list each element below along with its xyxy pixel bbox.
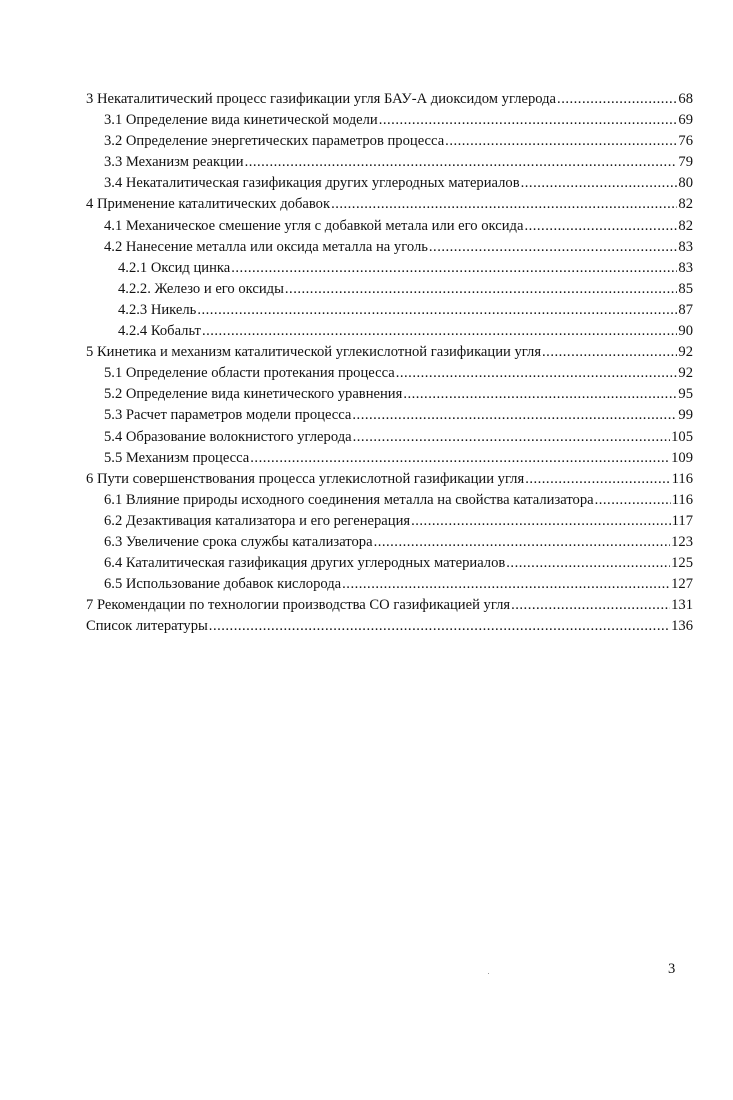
toc-entry-page: 95 <box>678 386 693 403</box>
toc-entry <box>86 89 693 110</box>
toc-leader-dots <box>521 173 678 194</box>
toc-entry-page: 125 <box>671 555 693 572</box>
toc-entry-page: 105 <box>671 428 693 445</box>
toc-entry-page: 99 <box>678 407 693 424</box>
toc-entry <box>86 405 693 426</box>
toc-entry <box>86 110 693 131</box>
toc-entry-page: 82 <box>678 217 693 234</box>
toc-leader-dots <box>511 595 670 616</box>
toc-entry-title: 6.3 Увеличение срока службы катализатора <box>104 533 373 550</box>
toc-entry <box>86 595 693 616</box>
toc-entry <box>86 384 693 405</box>
toc-entry <box>86 448 693 469</box>
toc-leader-dots <box>557 89 677 110</box>
toc-leader-dots <box>595 490 671 511</box>
toc-entry <box>86 342 693 363</box>
toc-entry-page: 136 <box>671 618 693 635</box>
toc-entry <box>86 194 693 215</box>
toc-entry-page: 83 <box>678 259 693 276</box>
toc-leader-dots <box>429 237 678 258</box>
toc-entry <box>86 363 693 384</box>
toc-leader-dots <box>396 363 678 384</box>
toc-entry-title: 5.3 Расчет параметров модели процесса <box>104 407 352 424</box>
toc-entry-page: 116 <box>671 470 693 487</box>
toc-entry <box>86 574 693 595</box>
toc-leader-dots <box>250 448 670 469</box>
toc-entry-title: Список литературы <box>86 618 208 635</box>
toc-entry-title: 3.3 Механизм реакции <box>104 154 244 171</box>
toc-entry <box>86 321 693 342</box>
toc-entry-title: 3.2 Определение энергетических параметров процесса <box>104 133 445 150</box>
toc-entry-title: 4.2.1 Оксид цинка <box>118 259 231 276</box>
toc-leader-dots <box>542 342 677 363</box>
toc-entry-page: 80 <box>678 175 693 192</box>
toc-entry-title: 7 Рекомендации по технологии производства СО газификацией угля <box>86 597 511 614</box>
toc-entry-title: 6.4 Каталитическая газификация других углеродных материалов <box>104 555 506 572</box>
toc-leader-dots <box>445 131 677 152</box>
toc-entry-page: 82 <box>678 196 693 213</box>
toc-leader-dots <box>506 553 670 574</box>
toc-entry-page: 76 <box>678 133 693 150</box>
toc-entry-page: 127 <box>671 576 693 593</box>
toc-entry-title: 6.2 Дезактивация катализатора и его регенерация <box>104 512 411 529</box>
toc-leader-dots <box>403 384 677 405</box>
toc-leader-dots <box>231 258 677 279</box>
table-of-contents <box>86 89 693 637</box>
toc-leader-dots <box>331 194 677 215</box>
toc-entry <box>86 469 693 490</box>
toc-entry-title: 4 Применение каталитических добавок <box>86 196 331 213</box>
toc-entry-title: 3.1 Определение вида кинетической модели <box>104 112 378 129</box>
toc-entry-title: 4.2.4 Кобальт <box>118 323 201 340</box>
toc-leader-dots <box>379 110 678 131</box>
toc-leader-dots <box>411 511 671 532</box>
toc-entry-title: 3.4 Некаталитическая газификация других углеродных материалов <box>104 175 520 192</box>
toc-entry <box>86 152 693 173</box>
toc-entry-title: 5 Кинетика и механизм каталитической углекислотной газификации угля <box>86 344 542 361</box>
toc-entry <box>86 216 693 237</box>
toc-entry-page: 131 <box>671 597 693 614</box>
toc-entry <box>86 258 693 279</box>
toc-leader-dots <box>353 427 670 448</box>
toc-entry <box>86 616 693 637</box>
toc-entry <box>86 237 693 258</box>
toc-leader-dots <box>245 152 678 173</box>
toc-entry-title: 6 Пути совершенствования процесса углекислотной газификации угля <box>86 470 525 487</box>
toc-entry-title: 4.2.3 Никель <box>118 301 197 318</box>
toc-entry <box>86 300 693 321</box>
scan-speck <box>488 973 489 974</box>
toc-leader-dots <box>285 279 678 300</box>
toc-leader-dots <box>209 616 670 637</box>
toc-leader-dots <box>525 469 670 490</box>
toc-entry <box>86 279 693 300</box>
toc-entry-page: 68 <box>678 91 693 107</box>
page-number: 3 <box>668 961 676 977</box>
toc-leader-dots <box>342 574 670 595</box>
toc-entry-page: 90 <box>678 323 693 340</box>
toc-entry-title: 5.4 Образование волокнистого углерода <box>104 428 352 445</box>
toc-entry <box>86 173 693 194</box>
toc-leader-dots <box>202 321 677 342</box>
toc-entry <box>86 427 693 448</box>
toc-entry-page: 85 <box>678 280 693 297</box>
toc-entry-page: 123 <box>671 533 693 550</box>
toc-leader-dots <box>197 300 677 321</box>
toc-entry-page: 79 <box>678 154 693 171</box>
toc-entry-page: 87 <box>678 301 693 318</box>
toc-entry-page: 116 <box>671 491 693 508</box>
toc-entry-page: 69 <box>678 112 693 129</box>
toc-entry-title: 5.2 Определение вида кинетического уравнения <box>104 386 403 403</box>
toc-entry-title: 5.1 Определение области протекания процесса <box>104 365 395 382</box>
toc-entry <box>86 532 693 553</box>
toc-entry-title: 4.1 Механическое смешение угля с добавкой метала или его оксида <box>104 217 524 234</box>
toc-leader-dots <box>524 216 677 237</box>
toc-entry-title: 4.2.2. Железо и его оксиды <box>118 280 284 297</box>
toc-entry-title: 4.2 Нанесение металла или оксида металла на уголь <box>104 238 428 255</box>
toc-entry-page: 109 <box>671 449 693 466</box>
toc-entry-title: 3 Некаталитический процесс газификации угля БАУ-А диоксидом углерода <box>86 91 557 107</box>
toc-entry-page: 92 <box>678 344 693 361</box>
toc-entry-page: 117 <box>671 512 693 529</box>
toc-entry-page: 83 <box>678 238 693 255</box>
toc-entry-title: 6.5 Использование добавок кислорода <box>104 576 342 593</box>
toc-entry-title: 6.1 Влияние природы исходного соединения металла на свойства катализатора <box>104 491 594 508</box>
toc-entry-page: 92 <box>678 365 693 382</box>
toc-entry <box>86 553 693 574</box>
toc-entry <box>86 511 693 532</box>
toc-entry <box>86 490 693 511</box>
toc-leader-dots <box>352 405 677 426</box>
toc-entry <box>86 131 693 152</box>
toc-leader-dots <box>374 532 671 553</box>
toc-entry-title: 5.5 Механизм процесса <box>104 449 250 466</box>
